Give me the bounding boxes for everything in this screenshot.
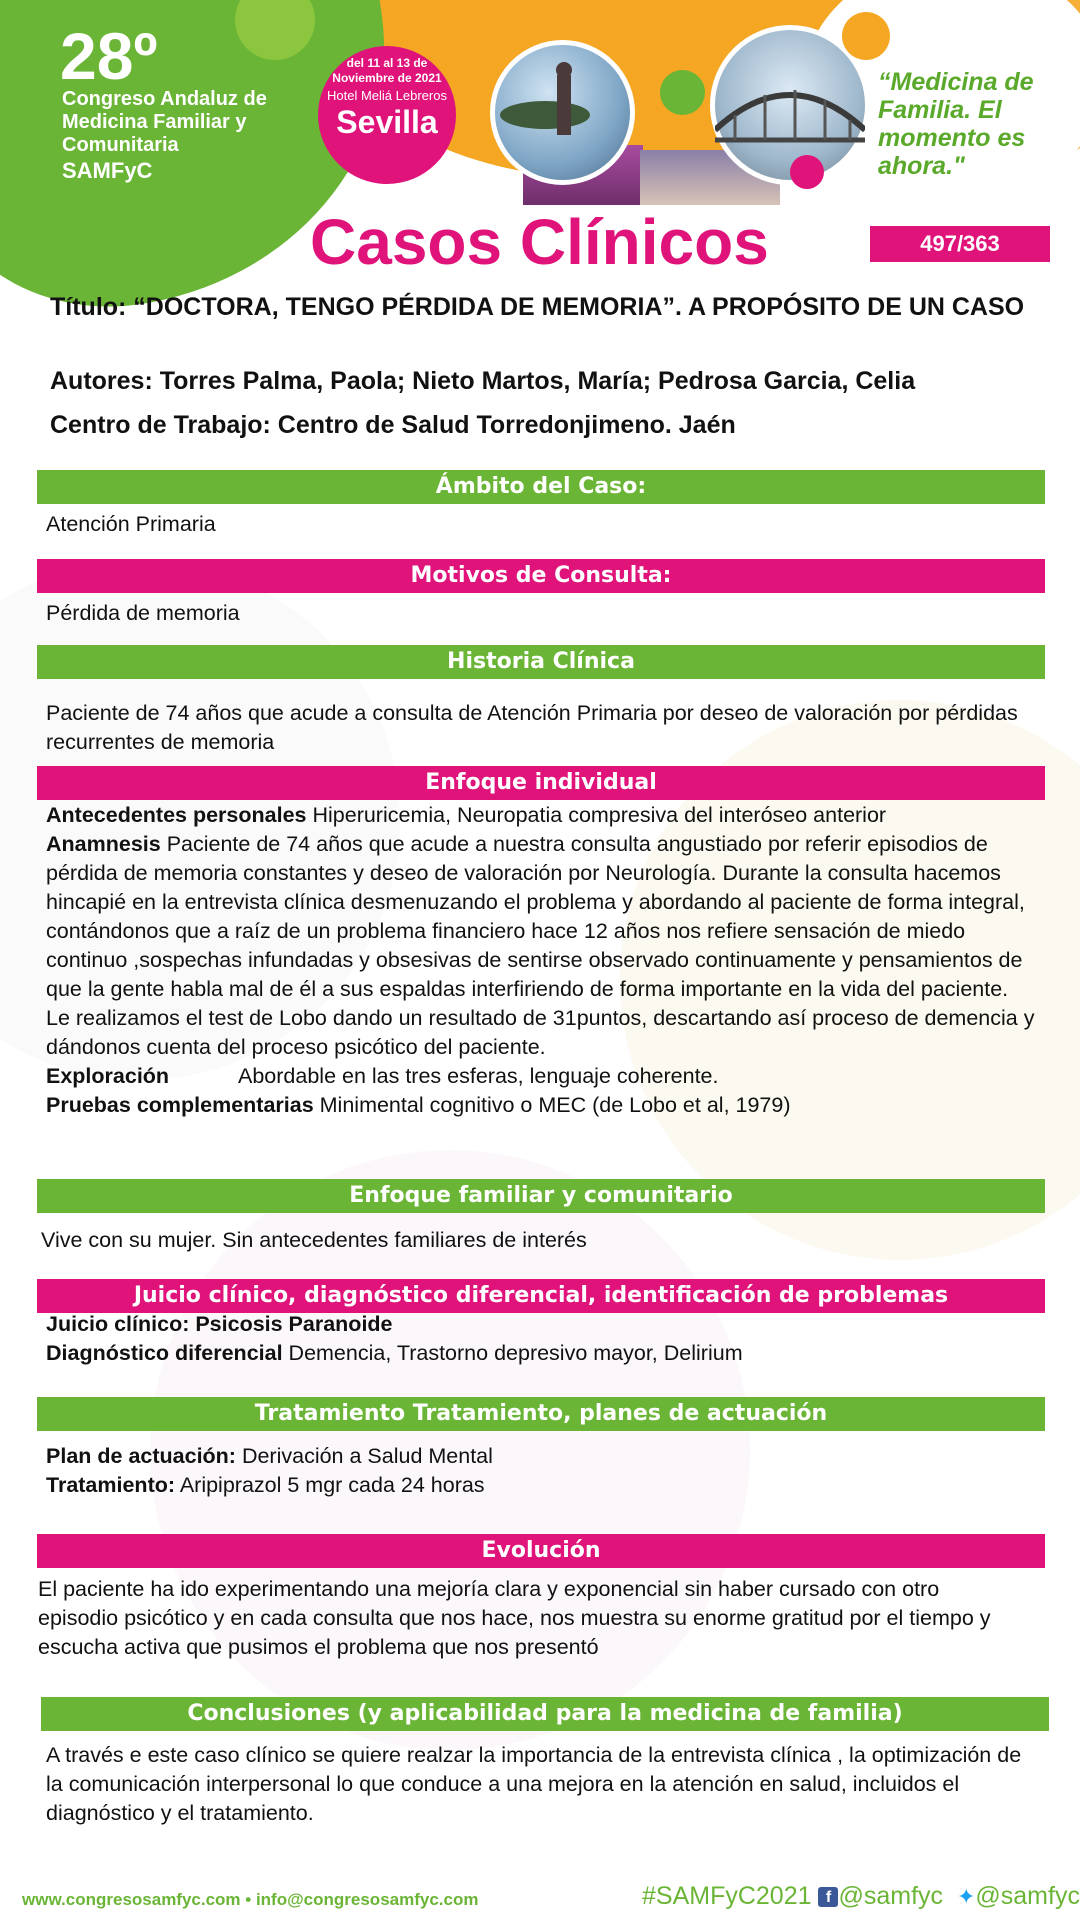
org-name: SAMFyC	[62, 158, 153, 183]
diferencial-text: Demencia, Trastorno depresivo mayor, Delirium	[282, 1341, 743, 1365]
bridge-icon	[715, 30, 865, 180]
exploracion-text: Abordable en las tres esferas, lenguaje coherente.	[238, 1064, 719, 1088]
footer-web-email[interactable]: www.congresosamfyc.com • info@congresosamfyc.com	[22, 1890, 479, 1909]
section-header-tratamiento: Tratamiento Tratamiento, planes de actuación	[37, 1397, 1045, 1431]
case-authors: Autores: Torres Palma, Paola; Nieto Martos, María; Pedrosa Garcia, Celia	[50, 367, 916, 395]
section-header-evolucion: Evolución	[37, 1534, 1045, 1568]
section-header-enfoque-familiar: Enfoque familiar y comunitario	[37, 1179, 1045, 1213]
conclusiones-text: A través e este caso clínico se quiere realzar la importancia de la entrevista clínica , la optimización de la comunicación interpersonal lo que conduce a una mejora en la atención en salud, incluidos el diagnóstico y el tratamiento.	[46, 1743, 1022, 1825]
section-header-enfoque-individual: Enfoque individual	[37, 766, 1045, 800]
decor-pink-dot	[790, 155, 824, 189]
city: Sevilla	[336, 104, 438, 140]
antecedentes-paragraph	[46, 801, 1036, 830]
case-code-badge: 497/363	[870, 226, 1050, 262]
antecedentes-text: Hiperuricemia, Neuropatia compresiva del interóseo anterior	[306, 803, 887, 827]
exploracion-paragraph	[46, 1062, 1036, 1091]
enfoque-individual-text	[46, 801, 1036, 1120]
decor-green-dot	[660, 70, 705, 115]
enfoque-familiar-text: Vive con su mujer. Sin antecedentes familiares de interés	[41, 1228, 587, 1252]
tratamiento-label: Tratamiento:	[46, 1473, 176, 1497]
pruebas-text: Minimental cognitivo o MEC (de Lobo et al, 1979)	[313, 1093, 791, 1117]
juicio-label: Juicio clínico: Psicosis Paranoide	[46, 1312, 393, 1336]
diferencial-label: Diagnóstico diferencial	[46, 1341, 283, 1365]
plan-label: Plan de actuación:	[46, 1444, 236, 1468]
slogan: “Medicina de Familia. El momento es ahora."	[878, 68, 1034, 180]
plan-text: Derivación a Salud Mental	[235, 1444, 493, 1468]
congress-name: Congreso Andaluz de Medicina Familiar y Comunitaria	[62, 88, 267, 156]
anamnesis-label: Anamnesis	[46, 832, 161, 856]
facebook-icon: f	[818, 1887, 838, 1907]
section-header-motivos: Motivos de Consulta:	[37, 559, 1045, 593]
venue: Hotel Meliá Lebreros	[327, 88, 447, 103]
section-header-ambito: Ámbito del Caso:	[37, 470, 1045, 504]
pruebas-paragraph	[46, 1091, 1036, 1120]
tratamiento-text	[46, 1442, 1036, 1500]
motivos-text: Pérdida de memoria	[46, 601, 240, 625]
anamnesis-paragraph	[46, 830, 1036, 1062]
tratamiento-value: Aripiprazol 5 mgr cada 24 horas	[175, 1473, 485, 1497]
antecedentes-label: Antecedentes personales	[46, 803, 307, 827]
evolucion-text: El paciente ha ido experimentando una mejoría clara y exponencial sin haber cursado con otro episodio psicótico y en cada consulta que nos hace, nos muestra su enorme gratitud por el tiempo y escucha activa que pusimos el problema que nos presentó	[38, 1577, 991, 1659]
hashtag[interactable]: #SAMFyC2021	[642, 1882, 812, 1910]
facebook-handle[interactable]: @samfyc	[838, 1882, 944, 1910]
twitter-handle[interactable]: @samfyc	[975, 1882, 1080, 1910]
ambito-text: Atención Primaria	[46, 512, 216, 536]
date-line2: Noviembre de 2021	[332, 71, 442, 85]
juicio-text	[46, 1310, 1036, 1368]
photo-giraldillo-statue	[490, 40, 635, 185]
case-title: Título: “DOCTORA, TENGO PÉRDIDA DE MEMORIA”. A PROPÓSITO DE UN CASO	[50, 293, 1025, 321]
section-header-historia: Historia Clínica	[37, 645, 1045, 679]
exploracion-label: Exploración	[46, 1064, 170, 1088]
date-line1: del 11 al 13 de	[346, 56, 428, 70]
decor-orange-dot	[842, 12, 890, 60]
date-badge	[318, 46, 456, 184]
statue-icon	[495, 45, 630, 180]
section-header-conclusiones: Conclusiones (y aplicabilidad para la medicina de familia)	[41, 1697, 1049, 1731]
historia-text: Paciente de 74 años que acude a consulta de Atención Primaria por deseo de valoración por pérdidas recurrentes de memoria	[46, 701, 1018, 754]
congress-edition: 28º	[60, 19, 158, 93]
footer-social	[642, 1882, 1080, 1911]
anamnesis-text: Paciente de 74 años que acude a nuestra consulta angustiado por referir episodios de pérdida de memoria constantes y deseo de valoración por Neurología. Durante la consulta hacemos hincapié en la entrevista clínica desmenuzando el problema y abordando al paciente de forma integral, contándonos que a raíz de un problema financiero hace 12 años nos refiere sensación de miedo continuo ,sospechas infundadas y obsesivas de sentirse observado continuamente y pensamientos de que la gente habla mal de él a sus espaldas interfiriendo de forma importante en la vida del paciente. Le realizamos el test de Lobo dando un resultado de 31puntos, descartando así proceso de demencia y dándonos cuenta del proceso psicótico del paciente.	[46, 832, 1035, 1059]
section-header-juicio: Juicio clínico, diagnóstico diferencial, identificación de problemas	[37, 1279, 1045, 1313]
page-title: Casos Clínicos	[310, 206, 769, 278]
twitter-icon: ✦	[956, 1884, 976, 1910]
pruebas-label: Pruebas complementarias	[46, 1093, 314, 1117]
case-center: Centro de Trabajo: Centro de Salud Torredonjimeno. Jaén	[50, 411, 736, 439]
